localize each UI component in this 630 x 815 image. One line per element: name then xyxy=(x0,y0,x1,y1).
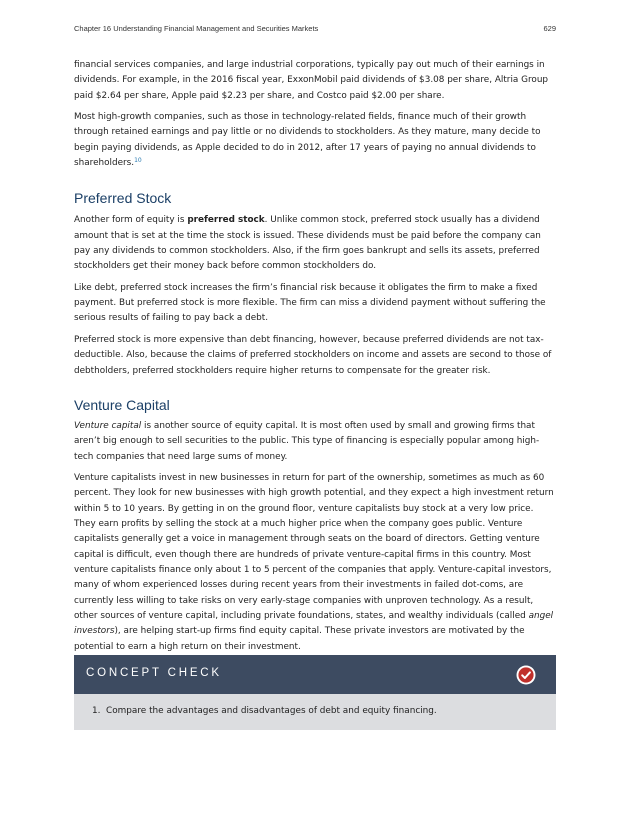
section-heading-venture-capital: Venture Capital xyxy=(74,396,170,413)
text-start: Venture capitalists invest in new businesses in return for part of the ownership, sometimes as much as 60 percent. They look for new businesses with high growth potential, and they expect a high investment return within 5 to 10 years. By getting in on the ground floor, venture capitalists buy stock at a very low price. They earn profits by selling the stock at a much higher price when the company goes public. Venture capitalists generally get a voice in management through seats on the board of directors. Getting venture capital is difficult, even though there are hundreds of private venture-capital firms in this country. Most venture capitalists finance only about 1 to 5 percent of the companies that apply. Venture-capital investors, many of whom experienced losses during recent years from their investments in failed dot-coms, are currently less willing to take risks on very early-stage companies with unproven technology. As a result, other sources of venture capital, including private foundations, states, and wealthy individuals (called xyxy=(74,472,554,621)
paragraph-preferred-risk: Like debt, preferred stock increases the firm’s financial risk because it obligates the firm to make a fixed payment. But preferred stock is more flexible. The firm can miss a dividend payment without suffering the serious results of failing to pay back a debt. xyxy=(74,282,546,324)
page-number: 629 xyxy=(543,24,556,33)
list-item-text: Compare the advantages and disadvantages of debt and equity financing. xyxy=(106,706,437,716)
text-rest: . Unlike common stock, preferred stock usually has a dividend amount that is set at the time the stock is issued. These dividends must be paid before the company can pay any dividends to common stockholders. Also, if the firm goes bankrupt and sells its assets, preferred stockholders get their money back before common stockholders do. xyxy=(74,215,541,272)
list-item-number: 1. xyxy=(92,706,101,716)
paragraph-venture-definition xyxy=(74,419,556,465)
concept-check-title: CONCEPT CHECK xyxy=(86,667,222,679)
paragraph-preferred-cost: Preferred stock is more expensive than debt financing, however, because preferred dividends are not tax-deductible. Also, because the claims of preferred stockholders on income and assets are second to those of debtholders, preferred stockholders require higher returns to compensate for the greater risk. xyxy=(74,334,552,376)
term-venture-capital: Venture capital xyxy=(74,420,142,431)
paragraph-high-growth xyxy=(74,110,556,171)
check-circle-icon xyxy=(516,665,536,685)
page-header xyxy=(74,24,556,33)
concept-check-list xyxy=(74,694,556,730)
term-preferred-stock: preferred stock xyxy=(187,215,265,226)
main-content xyxy=(74,58,556,661)
text-rest: is another source of equity capital. It is most often used by small and growing firms that aren’t big enough to sell securities to the public. This type of financing is especially popular among high-tech companies that need large sums of money. xyxy=(74,420,540,462)
chapter-title: Chapter 16 Understanding Financial Management and Securities Markets xyxy=(74,24,319,33)
section-heading-preferred-stock: Preferred Stock xyxy=(74,190,172,207)
concept-check-box xyxy=(74,655,556,730)
paragraph-preferred-definition xyxy=(74,213,556,274)
footnote-link[interactable]: 10 xyxy=(134,157,142,165)
term-angel-investors: angel investors xyxy=(74,610,554,637)
concept-check-header xyxy=(74,655,556,694)
paragraph-dividends: financial services companies, and large industrial corporations, typically pay out much of their earnings in dividends. For example, in the 2016 fiscal year, ExxonMobil paid dividends of $3.08 per share, Altria Group paid $2.64 per share, Apple paid $2.23 per share, and Costco paid $2.00 per share. xyxy=(74,60,549,101)
paragraph-high-growth-text: Most high-growth companies, such as those in technology-related fields, finance much of their growth through retained earnings and pay little or no dividends to stockholders. As they mature, many decide to begin paying dividends, as Apple decided to do in 2012, after 17 years of paying no annual dividends to shareholders. xyxy=(74,112,541,169)
list-item xyxy=(74,704,556,718)
text-start: Another form of equity is xyxy=(74,215,188,226)
text-rest: ), are helping start-up firms find equity capital. These private investors are motivated by the potential to earn a high return on their investment. xyxy=(74,626,525,652)
paragraph-venture-capitalists xyxy=(74,471,556,655)
